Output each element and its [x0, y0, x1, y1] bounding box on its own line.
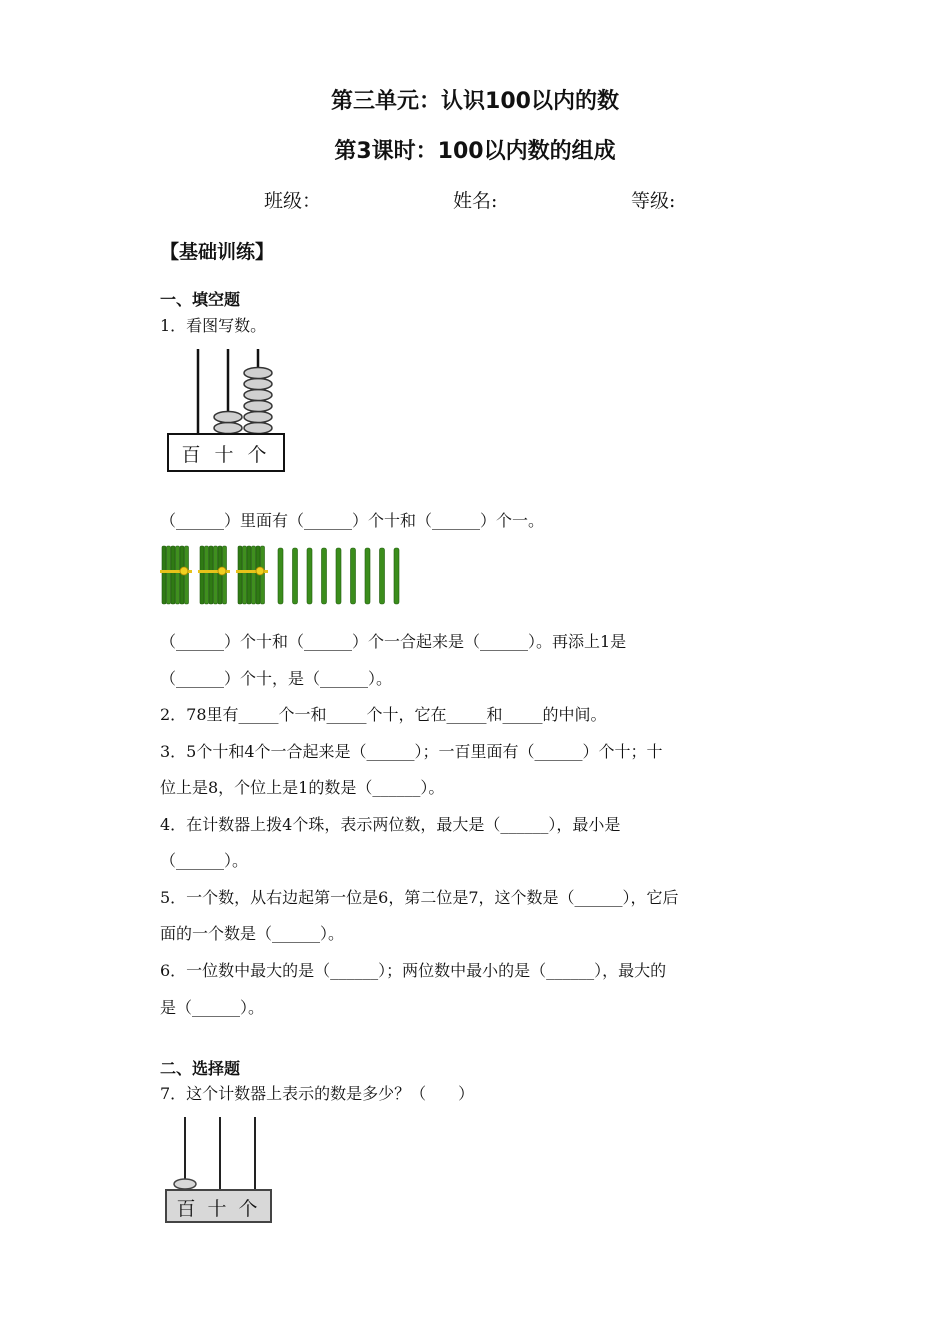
- single-stick: [351, 548, 356, 604]
- abacus-1-bead-tens: [214, 412, 242, 423]
- section-label: 【基础训练】: [160, 241, 275, 263]
- abacus-1-bead-ones: [244, 379, 272, 390]
- single-stick: [322, 548, 327, 604]
- sticks-figure: [158, 540, 418, 610]
- single-stick: [293, 548, 298, 604]
- q2-text: 2．78里有_____个一和_____个十，它在_____和_____的中间。: [160, 705, 607, 724]
- part1-heading: 一、填空题: [160, 290, 241, 309]
- sticks-drawing: [158, 540, 418, 610]
- lesson-subtitle: 第3课时：100以内数的组成: [334, 139, 616, 164]
- abacus-figure-2: [160, 1112, 280, 1230]
- abacus-1-bead-ones: [244, 368, 272, 379]
- abacus-1-bead-tens: [214, 423, 242, 434]
- abacus-1-bead-ones: [244, 412, 272, 423]
- single-stick: [307, 548, 312, 604]
- q1-line-b: （______）个十和（______）个一合起来是（______）。再添上1是: [160, 632, 627, 651]
- q5-line-2: 面的一个数是（______）。: [160, 924, 345, 943]
- q1-stem: 1．看图写数。: [160, 316, 267, 335]
- name-label: 姓名:: [453, 190, 498, 212]
- q7-stem: 7．这个计数器上表示的数是多少？（ ）: [160, 1084, 475, 1103]
- grade-label: 等级:: [631, 190, 676, 212]
- q5-line-1: 5．一个数，从右边起第一位是6，第二位是7，这个数是（______），它后: [160, 888, 679, 907]
- abacus-2-bead-hundreds: [174, 1179, 196, 1189]
- q3-line-1: 3．5个十和4个一合起来是（______）；一百里面有（______）个十；十: [160, 742, 663, 761]
- single-stick: [380, 548, 385, 604]
- abacus-figure-1: [160, 344, 295, 479]
- q4-line-2: （______）。: [160, 851, 249, 870]
- q1-line-c: （______）个十，是（______）。: [160, 669, 393, 688]
- page-title: 第三单元：认识100以内的数: [331, 89, 619, 114]
- abacus-1-labels: 百 十 个: [181, 444, 271, 466]
- stick-bundle: [236, 546, 268, 604]
- q1-line-a: （______）里面有（______）个十和（______）个一。: [160, 511, 545, 530]
- single-stick: [278, 548, 283, 604]
- class-label: 班级：: [264, 190, 322, 212]
- abacus-1-bead-ones: [244, 423, 272, 434]
- abacus-1-bead-ones: [244, 401, 272, 412]
- part2-heading: 二、选择题: [160, 1059, 241, 1078]
- single-stick: [394, 548, 399, 604]
- q6-line-2: 是（______）。: [160, 998, 265, 1017]
- q4-line-1: 4．在计数器上拨4个珠，表示两位数，最大是（______），最小是: [160, 815, 621, 834]
- stick-bundle: [160, 546, 192, 604]
- stick-bundle: [198, 546, 230, 604]
- single-stick: [365, 548, 370, 604]
- q3-line-2: 位上是8，个位上是1的数是（______）。: [160, 778, 445, 797]
- abacus-1-bead-ones: [244, 390, 272, 401]
- abacus-2-labels: 百 十 个: [176, 1198, 261, 1220]
- q6-line-1: 6．一位数中最大的是（______）；两位数中最小的是（______），最大的: [160, 961, 667, 980]
- single-stick: [336, 548, 341, 604]
